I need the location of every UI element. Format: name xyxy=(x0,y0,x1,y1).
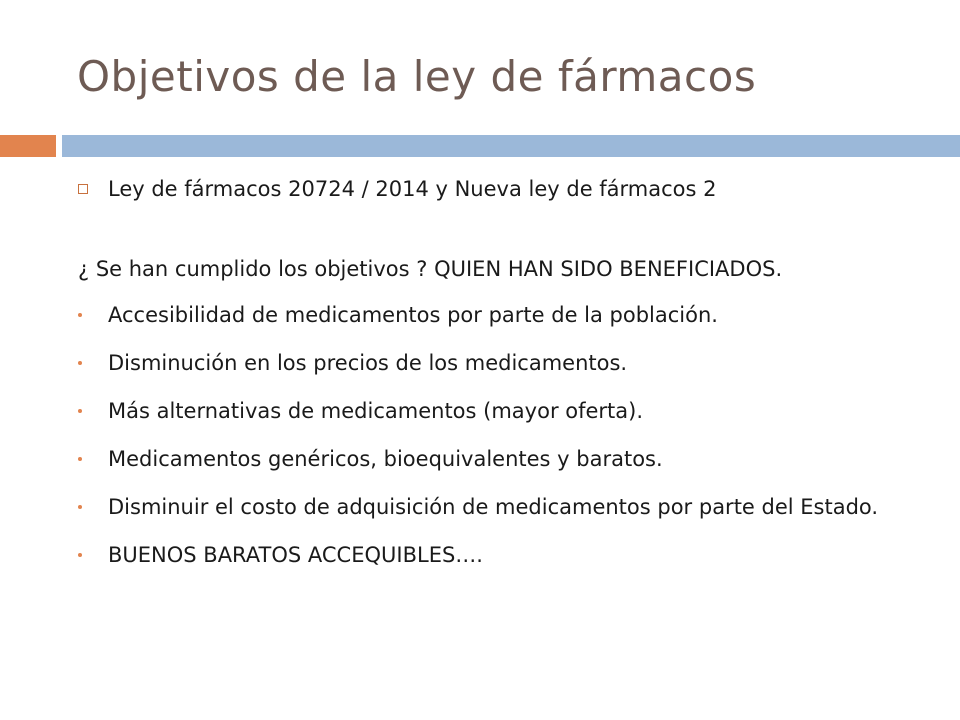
list-item xyxy=(78,348,898,378)
bullet-dot-icon xyxy=(78,457,82,461)
list-item xyxy=(78,492,898,522)
accent-bar-blue xyxy=(62,135,960,157)
bullet-dot-icon xyxy=(78,313,82,317)
list-item-text: Accesibilidad de medicamentos por parte de la población. xyxy=(108,303,718,327)
list-item xyxy=(78,444,898,474)
square-bullet-item xyxy=(78,174,898,204)
list-item-text: Más alternativas de medicamentos (mayor oferta). xyxy=(108,399,644,423)
square-bullet-text: Ley de fármacos 20724 / 2014 y Nueva ley de fármacos 2 xyxy=(108,177,717,201)
bullet-dot-icon xyxy=(78,409,82,413)
square-bullet-icon xyxy=(78,184,88,194)
accent-bar-orange xyxy=(0,135,56,157)
list-item-text: BUENOS BARATOS ACCEQUIBLES…. xyxy=(108,543,483,567)
list-item-text: Disminuir el costo de adquisición de medicamentos por parte del Estado. xyxy=(108,495,879,519)
bullet-dot-icon xyxy=(78,505,82,509)
bullet-dot-icon xyxy=(78,361,82,365)
list-item xyxy=(78,300,898,330)
bullet-dot-icon xyxy=(78,553,82,557)
list-item xyxy=(78,540,898,570)
list-item xyxy=(78,396,898,426)
slide-content xyxy=(78,174,898,588)
question-text: ¿ Se han cumplido los objetivos ? QUIEN HAN SIDO BENEFICIADOS. xyxy=(78,257,783,281)
slide-title: Objetivos de la ley de fármacos xyxy=(77,52,757,101)
list-item-text: Medicamentos genéricos, bioequivalentes y baratos. xyxy=(108,447,663,471)
list-item-text: Disminución en los precios de los medicamentos. xyxy=(108,351,628,375)
